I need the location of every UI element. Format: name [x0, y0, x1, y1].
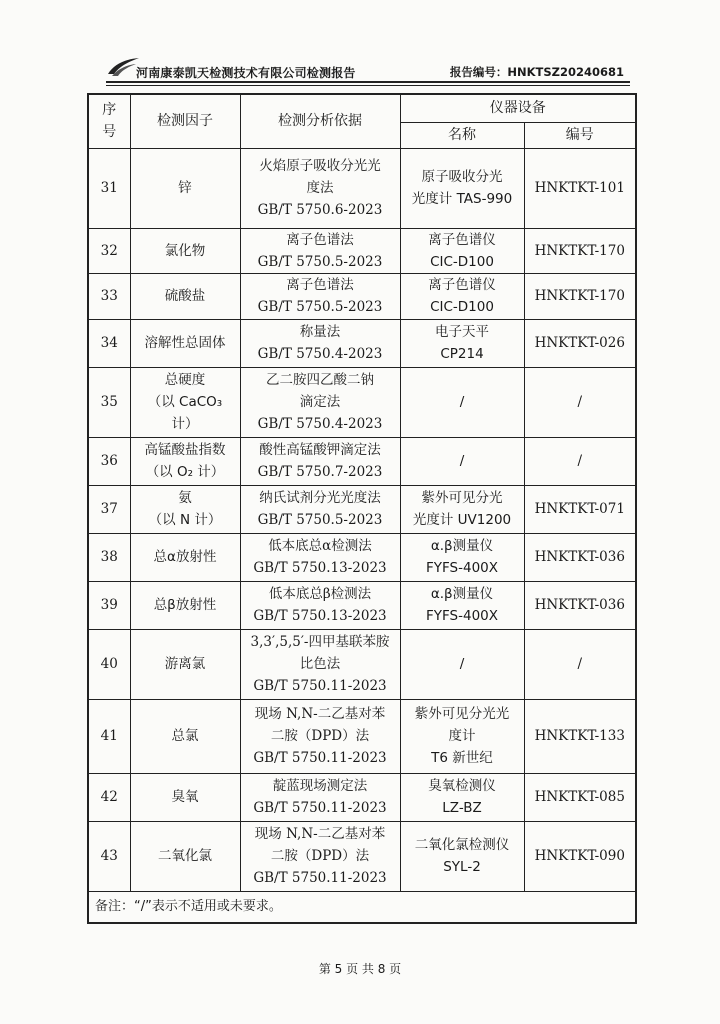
- table-row: [88, 629, 636, 699]
- cell-basis: 离子色谱法 GB/T 5750.5-2023: [240, 273, 400, 319]
- cell-factor: 硫酸盐: [130, 273, 240, 319]
- cell-instrument-name: 臭氧检测仪 LZ-BZ: [400, 773, 524, 821]
- cell-basis: 低本底总α检测法 GB/T 5750.13-2023: [240, 533, 400, 581]
- cell-instrument-number: HNKTKT-170: [524, 273, 636, 319]
- cell-instrument-name: 紫外可见分光光 度计 T6 新世纪: [400, 699, 524, 773]
- cell-basis: 火焰原子吸收分光光 度法 GB/T 5750.6-2023: [240, 148, 400, 228]
- cell-instrument-number: /: [524, 367, 636, 437]
- cell-seq: 39: [88, 581, 130, 629]
- cell-instrument-name: 离子色谱仪 CIC-D100: [400, 228, 524, 273]
- table-row: [88, 821, 636, 891]
- cell-basis: 称量法 GB/T 5750.4-2023: [240, 319, 400, 367]
- cell-factor: 总硬度 （以 CaCO₃ 计）: [130, 367, 240, 437]
- cell-factor: 氯化物: [130, 228, 240, 273]
- cell-factor: 总β放射性: [130, 581, 240, 629]
- cell-seq: 34: [88, 319, 130, 367]
- cell-seq: 40: [88, 629, 130, 699]
- cell-factor: 高锰酸盐指数 （以 O₂ 计）: [130, 437, 240, 485]
- header-factor: 检测因子: [130, 94, 240, 148]
- header-rule-thin: [106, 85, 630, 86]
- cell-factor: 溶解性总固体: [130, 319, 240, 367]
- cell-instrument-name: /: [400, 629, 524, 699]
- cell-seq: 42: [88, 773, 130, 821]
- cell-instrument-number: HNKTKT-170: [524, 228, 636, 273]
- cell-factor: 二氧化氯: [130, 821, 240, 891]
- cell-basis: 现场 N,N-二乙基对苯 二胺（DPD）法 GB/T 5750.11-2023: [240, 699, 400, 773]
- company-logo-icon: [106, 56, 140, 78]
- cell-basis: 纳氏试剂分光光度法 GB/T 5750.5-2023: [240, 485, 400, 533]
- cell-basis: 3,3′,5,5′-四甲基联苯胺 比色法 GB/T 5750.11-2023: [240, 629, 400, 699]
- cell-seq: 36: [88, 437, 130, 485]
- table-row: [88, 581, 636, 629]
- cell-basis: 靛蓝现场测定法 GB/T 5750.11-2023: [240, 773, 400, 821]
- table-body: [88, 148, 636, 891]
- cell-basis: 现场 N,N-二乙基对苯 二胺（DPD）法 GB/T 5750.11-2023: [240, 821, 400, 891]
- cell-seq: 33: [88, 273, 130, 319]
- cell-instrument-name: 紫外可见分光 光度计 UV1200: [400, 485, 524, 533]
- cell-factor: 总氯: [130, 699, 240, 773]
- cell-instrument-number: HNKTKT-071: [524, 485, 636, 533]
- cell-seq: 35: [88, 367, 130, 437]
- cell-factor: 锌: [130, 148, 240, 228]
- cell-factor: 臭氧: [130, 773, 240, 821]
- cell-instrument-name: α.β测量仪 FYFS-400X: [400, 533, 524, 581]
- cell-seq: 31: [88, 148, 130, 228]
- cell-instrument-number: HNKTKT-036: [524, 533, 636, 581]
- company-name: 河南康泰凯天检测技术有限公司检测报告: [136, 66, 356, 80]
- table-row: [88, 437, 636, 485]
- cell-basis: 低本底总β检测法 GB/T 5750.13-2023: [240, 581, 400, 629]
- table-note: 备注：“/”表示不适用或未要求。: [88, 891, 636, 923]
- table-row: [88, 273, 636, 319]
- header-seq: 序 号: [88, 94, 130, 148]
- cell-seq: 32: [88, 228, 130, 273]
- cell-basis: 离子色谱法 GB/T 5750.5-2023: [240, 228, 400, 273]
- cell-basis: 酸性高锰酸钾滴定法 GB/T 5750.7-2023: [240, 437, 400, 485]
- cell-instrument-name: 电子天平 CP214: [400, 319, 524, 367]
- cell-basis: 乙二胺四乙酸二钠 滴定法 GB/T 5750.4-2023: [240, 367, 400, 437]
- cell-instrument-name: 离子色谱仪 CIC-D100: [400, 273, 524, 319]
- header-instrument: 仪器设备: [400, 94, 636, 122]
- inspection-table: [87, 93, 637, 924]
- cell-seq: 38: [88, 533, 130, 581]
- page-number: 第 5 页 共 8 页: [318, 962, 402, 976]
- report-number: 报告编号：HNKTSZ20240681: [449, 65, 624, 79]
- cell-seq: 37: [88, 485, 130, 533]
- cell-instrument-number: HNKTKT-133: [524, 699, 636, 773]
- table-header: [88, 94, 636, 148]
- cell-factor: 总α放射性: [130, 533, 240, 581]
- table-row: [88, 485, 636, 533]
- table-row: [88, 699, 636, 773]
- cell-instrument-number: HNKTKT-085: [524, 773, 636, 821]
- header-rule: [106, 81, 630, 83]
- cell-instrument-number: HNKTKT-026: [524, 319, 636, 367]
- cell-instrument-name: α.β测量仪 FYFS-400X: [400, 581, 524, 629]
- cell-instrument-name: 原子吸收分光 光度计 TAS-990: [400, 148, 524, 228]
- cell-instrument-number: /: [524, 629, 636, 699]
- cell-seq: 41: [88, 699, 130, 773]
- cell-instrument-number: /: [524, 437, 636, 485]
- table-row: [88, 148, 636, 228]
- table-row: [88, 367, 636, 437]
- report-header: [106, 52, 630, 82]
- header-instrument-number: 编号: [524, 122, 636, 148]
- table-row: [88, 228, 636, 273]
- table-row: [88, 319, 636, 367]
- cell-instrument-name: /: [400, 367, 524, 437]
- header-instrument-name: 名称: [400, 122, 524, 148]
- table-row: [88, 533, 636, 581]
- cell-instrument-name: 二氧化氯检测仪 SYL-2: [400, 821, 524, 891]
- header-basis: 检测分析依据: [240, 94, 400, 148]
- cell-instrument-number: HNKTKT-101: [524, 148, 636, 228]
- cell-factor: 游离氯: [130, 629, 240, 699]
- cell-instrument-number: HNKTKT-036: [524, 581, 636, 629]
- cell-instrument-number: HNKTKT-090: [524, 821, 636, 891]
- cell-instrument-name: /: [400, 437, 524, 485]
- cell-factor: 氨 （以 N 计）: [130, 485, 240, 533]
- table-row: [88, 773, 636, 821]
- cell-seq: 43: [88, 821, 130, 891]
